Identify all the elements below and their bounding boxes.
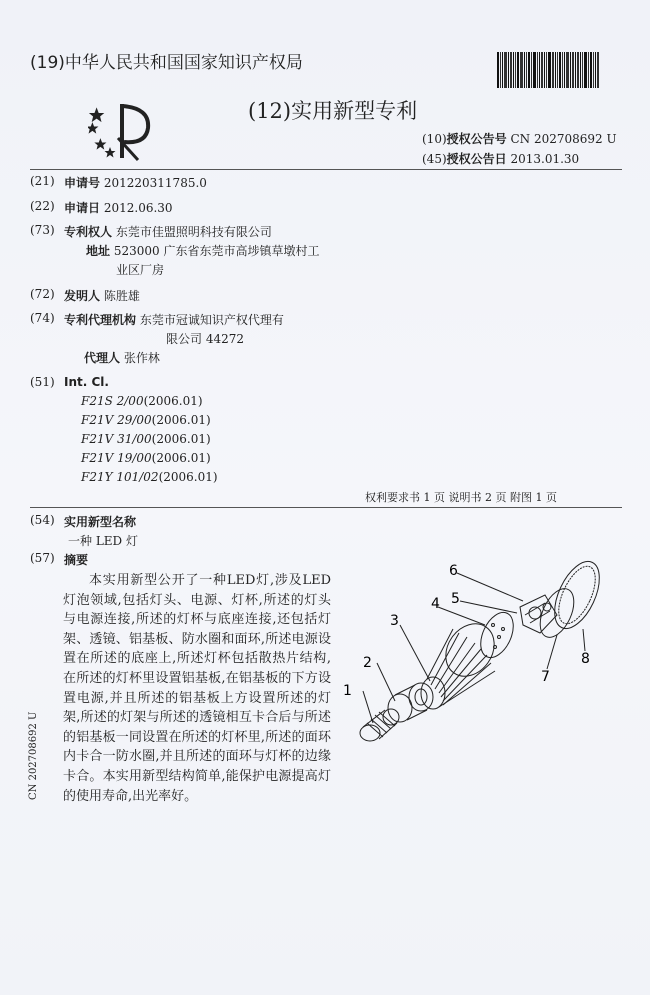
barcode-bar [537, 52, 538, 88]
barcode-bar [497, 52, 499, 88]
ipc-entry: F21S 2/00(2006.01) [81, 394, 203, 408]
ipc-entry: F21V 19/00(2006.01) [81, 451, 211, 465]
agency-continued: 限公司 44272 [166, 332, 244, 346]
app-no-code: (21) [30, 174, 55, 188]
side-publication-id: CN 202708692 U [28, 711, 39, 800]
waterproof-ring-part [533, 584, 580, 643]
barcode-bar [593, 52, 594, 88]
barcode-bar [508, 52, 509, 88]
barcode-bar [588, 52, 589, 88]
title-code: (54) [30, 513, 55, 527]
barcode-bar [595, 52, 596, 88]
part-label-2: 2 [363, 655, 372, 671]
barcode-bar [539, 52, 540, 88]
abstract-label: 摘要 [64, 553, 89, 567]
barcode-bar [575, 52, 576, 88]
barcode-bar [515, 52, 516, 88]
barcode-bar [559, 52, 561, 88]
address: 地址 523000 广东省东莞市高埗镇草墩村工 [86, 244, 320, 258]
abstract-code: (57) [30, 551, 55, 565]
barcode-bar [513, 52, 514, 88]
barcode-bar [526, 52, 527, 88]
barcode-bar [544, 52, 545, 88]
barcode-bar [582, 52, 583, 88]
patentee: 专利权人 东莞市佳盟照明科技有限公司 [64, 225, 272, 239]
barcode-bar [566, 52, 569, 88]
top-rule [30, 169, 622, 170]
agent: 代理人 张作林 [84, 351, 160, 365]
barcode-bar [562, 52, 563, 88]
barcode-bar [500, 52, 501, 88]
part-label-6: 6 [449, 563, 458, 579]
application-number: 申请号 201220311785.0 [64, 176, 207, 190]
barcode-bar [564, 52, 565, 88]
barcode-bar [517, 52, 519, 88]
part-label-4: 4 [431, 596, 440, 612]
barcode-bar [546, 52, 547, 88]
barcode-bar [590, 52, 592, 88]
ipc-label: Int. Cl. [64, 375, 109, 389]
application-date: 申请日 2012.06.30 [64, 201, 173, 215]
barcode-bar [570, 52, 571, 88]
agency-code: (74) [30, 311, 55, 325]
barcode-bar [541, 52, 543, 88]
page-counts: 权利要求书 1 页 说明书 2 页 附图 1 页 [365, 491, 557, 504]
barcode [497, 52, 609, 88]
barcode-bar [528, 52, 530, 88]
ipc-code: (51) [30, 375, 55, 389]
barcode-bar [597, 52, 599, 88]
lamp-cap-part [360, 709, 399, 741]
patentee-code: (73) [30, 223, 55, 237]
barcode-bar [533, 52, 536, 88]
title-label: 实用新型名称 [64, 515, 137, 529]
document-type: (12)实用新型专利 [248, 99, 418, 123]
power-base-part [388, 683, 433, 722]
face-ring-part [545, 555, 608, 635]
barcode-bar [502, 52, 503, 88]
authority: (19)中华人民共和国国家知识产权局 [30, 53, 303, 73]
part-label-3: 3 [390, 613, 399, 629]
agency: 专利代理机构 东莞市冠诚知识产权代理有 [64, 313, 284, 327]
part-label-1: 1 [343, 683, 352, 699]
barcode-bar [580, 52, 581, 88]
app-date-code: (22) [30, 199, 55, 213]
utility-model-title: 一种 LED 灯 [68, 534, 138, 548]
lens-holder-part [520, 595, 557, 633]
part-label-8: 8 [581, 651, 590, 667]
abstract-text: 本实用新型公开了一种LED灯,涉及LED灯泡领域,包括灯头、电源、灯杯,所述的灯头与电源连接,所述的灯杯与底座连接,还包括灯架、透镜、铝基板、防水圈和面环,所述电源设置在所述的底座上,所述灯杯包括散热片结构,在所述的灯杯里设置铝基板,在铝基板的下方设置电源,并且所述的铝基板上方设置所述的灯架,所述的灯架与所述的透镜相互卡合后与所述的铝基板一同设置在所述的灯杯里,所述的面环内卡合一防水圈,并且所述的面环与灯杯的边缘卡合。本实用新型结构简单,能保护电源提高灯的使用寿命,出光率好。 [63, 573, 331, 804]
barcode-bar [557, 52, 558, 88]
ipc-entry: F21V 29/00(2006.01) [81, 413, 211, 427]
barcode-bar [552, 52, 554, 88]
inventor-code: (72) [30, 287, 55, 301]
address-continued: 业区厂房 [116, 263, 165, 277]
barcode-bar [577, 52, 579, 88]
barcode-bar [531, 52, 532, 88]
part-label-5: 5 [451, 591, 460, 607]
sipo-logo [88, 98, 158, 168]
publication-date: (45)授权公告日 2013.01.30 [422, 152, 580, 166]
ipc-entry: F21Y 101/02(2006.01) [81, 470, 218, 484]
exploded-view-drawing [335, 555, 635, 765]
barcode-bar [504, 52, 507, 88]
middle-rule [30, 507, 622, 508]
barcode-bar [572, 52, 574, 88]
inventor: 发明人 陈胜雄 [64, 289, 140, 303]
aluminum-board-part [474, 607, 520, 662]
barcode-bar [524, 52, 525, 88]
heat-sink-cup-part [421, 614, 504, 709]
barcode-bar [510, 52, 512, 88]
part-label-7: 7 [541, 669, 550, 685]
barcode-bar [520, 52, 523, 88]
publication-number: (10)授权公告号 CN 202708692 U [422, 132, 617, 146]
barcode-bar [555, 52, 556, 88]
barcode-bar [548, 52, 551, 88]
ipc-entry: F21V 31/00(2006.01) [81, 432, 211, 446]
barcode-bar [584, 52, 587, 88]
